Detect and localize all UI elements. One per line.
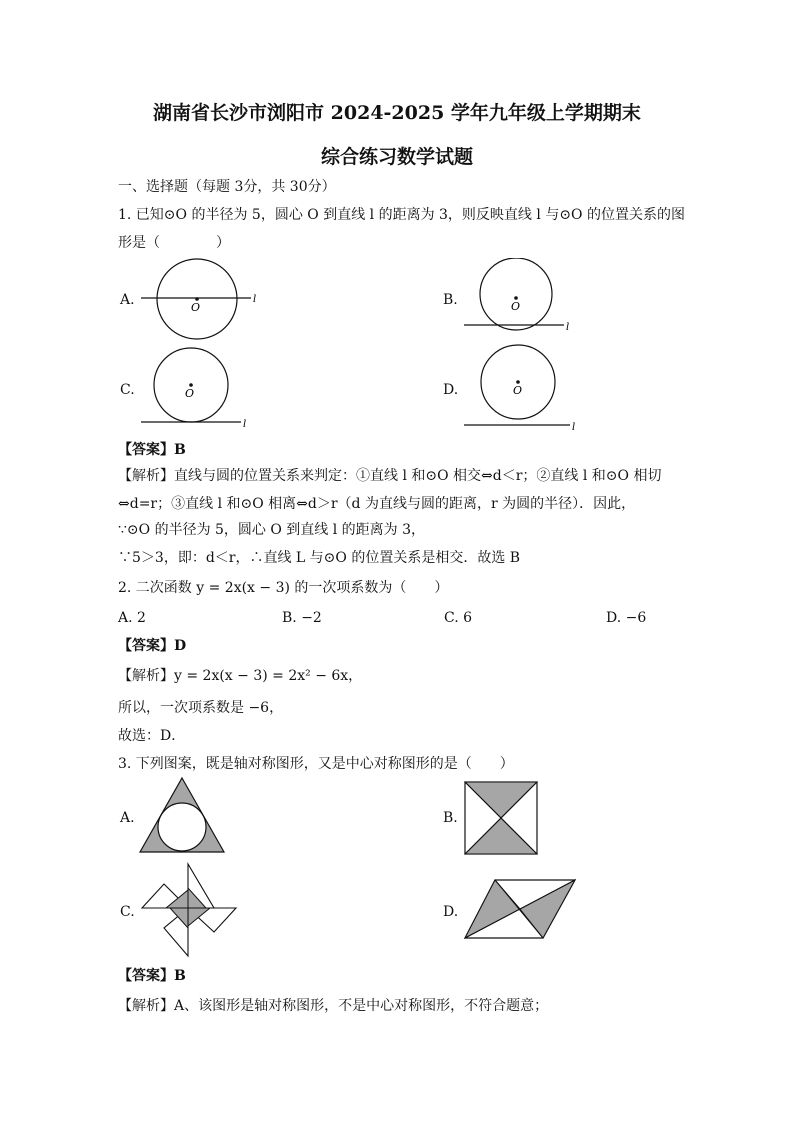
q1-figure-c bbox=[135, 345, 255, 435]
q2-answer: 【答案】D bbox=[118, 638, 187, 654]
q1-analysis-line1: 【解析】直线与圆的位置关系来判定：①直线 l 和⊙O 相交⇔d＜r；②直线 l 和⊙O 相切 bbox=[118, 468, 662, 484]
q1-figure-a bbox=[135, 255, 265, 345]
q3-figure-b-square-hourglass bbox=[463, 780, 539, 856]
line-label: l bbox=[566, 322, 570, 333]
q1-option-c-label: C. bbox=[120, 382, 135, 398]
line-label: l bbox=[572, 422, 576, 433]
q3-option-b-label: B. bbox=[443, 810, 458, 826]
q1-analysis-line2: ⇔d=r；③直线 l 和⊙O 相离⇔d＞r（d 为直线与圆的距离，r 为圆的半径）．因此， bbox=[118, 496, 636, 512]
q3-figure-c-pinwheel bbox=[140, 862, 242, 960]
page-title-line2: 综合练习数学试题 bbox=[320, 146, 473, 168]
center-label: O bbox=[191, 301, 201, 314]
q2-analysis-line1: 【解析】y = 2x(x − 3) = 2x² − 6x， bbox=[118, 668, 363, 684]
q2-option-a: A. 2 bbox=[118, 610, 146, 626]
q3-figure-a-triangle-with-circle bbox=[138, 776, 230, 856]
q1-answer: 【答案】B bbox=[118, 442, 186, 458]
line-label: l bbox=[243, 419, 247, 430]
page-title-line1: 湖南省长沙市浏阳市 2024-2025 学年九年级上学期期末 bbox=[153, 102, 641, 124]
q1-option-b-label: B. bbox=[443, 292, 458, 308]
q1-analysis-line4: ∵5＞3，即：d＜r，∴直线 L 与⊙O 的位置关系是相交．故选 B bbox=[118, 550, 521, 566]
circle-shape bbox=[480, 258, 552, 330]
q2-option-d: D. −6 bbox=[606, 610, 647, 626]
q3-option-c-label: C. bbox=[120, 904, 135, 920]
q2-option-c: C. 6 bbox=[444, 610, 473, 626]
q1-stem-line1: 1. 已知⊙O 的半径为 5，圆心 O 到直线 l 的距离为 3，则反映直线 l 与⊙O 的位置关系的图 bbox=[118, 207, 685, 223]
center-label: O bbox=[511, 300, 521, 313]
q2-stem: 2. 二次函数 y = 2x(x − 3) 的一次项系数为（ ） bbox=[118, 580, 449, 596]
q2-analysis-line3: 故选：D． bbox=[118, 728, 186, 744]
q1-stem-line2: 形是（ ） bbox=[118, 235, 230, 251]
q3-analysis-line1: 【解析】A、该图形是轴对称图形，不是中心对称图形，不符合题意； bbox=[118, 998, 549, 1014]
q2-option-b: B. −2 bbox=[282, 610, 322, 626]
q1-option-d-label: D. bbox=[443, 382, 459, 398]
q3-figure-d-parallelogram bbox=[463, 878, 579, 942]
q1-option-a-label: A. bbox=[120, 292, 135, 308]
q3-option-a-label: A. bbox=[120, 810, 135, 826]
center-label: O bbox=[185, 387, 195, 400]
q3-answer: 【答案】B bbox=[118, 968, 186, 984]
q3-stem: 3. 下列图案，既是轴对称图形，又是中心对称图形的是（ ） bbox=[118, 756, 514, 772]
q1-figure-b bbox=[458, 258, 578, 338]
q1-figure-d bbox=[458, 342, 588, 434]
center-label: O bbox=[513, 384, 523, 397]
q1-analysis-line3: ∵⊙O 的半径为 5，圆心 O 到直线 l 的距离为 3， bbox=[118, 522, 426, 538]
section-heading: 一、选择题（每题 3分，共 30分） bbox=[118, 179, 336, 195]
line-label: l bbox=[253, 294, 257, 305]
q3-option-d-label: D. bbox=[443, 904, 459, 920]
q2-analysis-line2: 所以，一次项系数是 −6， bbox=[118, 700, 284, 716]
